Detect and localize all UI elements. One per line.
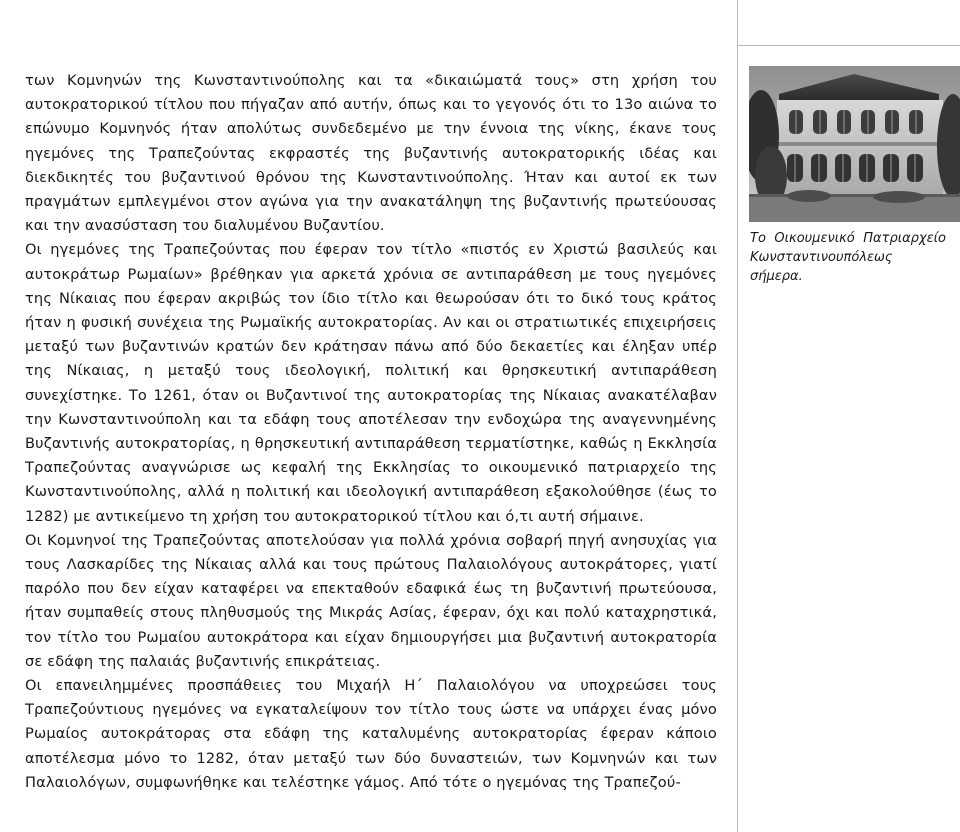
- paragraph-2: Οι ηγεμόνες της Τραπεζούντας που έφεραν τον τίτλο «πιστός εν Χριστώ βασιλεύς και αυτοκράτωρ Ρωμαίων» βρέθηκαν για αρκετά χρόνια σε αντιπαράθεση με τους ηγεμόνες της Νίκαιας που έφεραν ακριβώς τον ίδιο τίτλο και θεωρούσαν ότι το δικό τους κράτος ήταν η φυσική συνέχεια της Ρωμαϊκής αυτοκρατορίας. Αν και οι στρατιωτικές επιχειρήσεις μεταξύ των βυζαντινών κρατών δεν κράτησαν πάνω από δύο δεκαετίες και έληξαν υπέρ της Νίκαιας, η μεταξύ τους ιδεολογική, πολιτική και θρησκευτική αντιπαράθεση συνεχίστηκε. Το 1261, όταν οι Βυζαντινοί της αυτοκρατορίας της Νίκαιας ανακατέλαβαν την Κωνσταντινούπολη και τα εδάφη τους αποτέλεσαν την ενδοχώρα της αναγεννημένης Βυζαντινής αυτοκρατορίας, η θρησκευτική αντιπαράθεση τερματίστηκε, καθώς η Εκκλησία Τραπεζούντας αναγνώρισε ως κεφαλή της Εκκλησίας το οικουμενικό πατριαρχείο της Κωνσταντινούπολης, αλλά η πολιτική και ιδεολογική αντιπαράθεση εξακολούθησε (έως το 1282) με αντικείμενο τη χρήση του αυτοκρατορικού τίτλου και ό,τι αυτή σήμαινε.: [25, 241, 717, 525]
- paragraph-1: των Κομνηνών της Κωνσταντινούπολης και τα «δικαιώματά τους» στη χρήση του αυτοκρατορικού τίτλου που πήγαζαν από αυτήν, όπως και το γεγονός ότι το 13ο αιώνα το επώνυμο Κομνηνός ήταν απολύτως συνδεδεμένο με την έννοια της νίκης, έκανε τους ηγεμόνες της Τραπεζούντας εκφραστές της βυζαντινής αυτοκρατορικής ιδέας και διεκδικητές του βυζαντινού θρόνου της Κωνσταντινούπολης. Ήταν και αυτοί εκ των πραγμάτων εμπλεγμένοι στον αγώνα για την ανακατάληψη της βυζαντινής πρωτεύουσας και την ανασύσταση του διαλυμένου Βυζαντίου.: [25, 72, 717, 235]
- margin-divider-vertical: [737, 0, 738, 832]
- margin-divider-horizontal: [737, 45, 960, 46]
- paragraph-3: Οι Κομνηνοί της Τραπεζούντας αποτελούσαν για πολλά χρόνια σοβαρή πηγή ανησυχίας για τους Λασκαρίδες της Νίκαιας αλλά και τους πρώτους Παλαιολόγους αυτοκράτορες, γιατί παρόλο που δεν είχαν καταφέρει να επεκταθούν εδαφικά έως τη βυζαντινή πρωτεύουσα, ήταν συμπαθείς στους πληθυσμούς της Μικράς Ασίας, έφεραν, όχι και πολύ καταχρηστικά, τον τίτλο του Ρωμαίου αυτοκράτορα και είχαν δημιουργήσει μια βυζαντινή αυτοκρατορία σε εδάφη της παλαιάς βυζαντινής επικράτειας.: [25, 531, 717, 670]
- photo-caption: Το Οικουμενικό Πατριαρχείο Κωνσταντινουπόλεως σήμερα.: [750, 231, 946, 284]
- patriarchate-photo: [749, 66, 960, 222]
- article-body: [25, 69, 717, 795]
- paragraph-4: Οι επανειλημμένες προσπάθειες του Μιχαήλ Η΄ Παλαιολόγου να υποχρεώσει τους Τραπεζούντιους ηγεμόνες να εγκαταλείψουν τον τίτλο τους ώστε να υπάρχει ένας μόνο Ρωμαίος αυτοκράτορας στα εδάφη της καταλυμένης αυτοκρατορίας έφεραν κάποιο αποτέλεσμα μόνο το 1282, όταν μεταξύ των δύο δυναστειών, των Κομνηνών και των Παλαιολόγων, συμφωνήθηκε και τελέστηκε γάμος. Από τότε ο ηγεμόνας της Τραπεζού-: [25, 677, 717, 791]
